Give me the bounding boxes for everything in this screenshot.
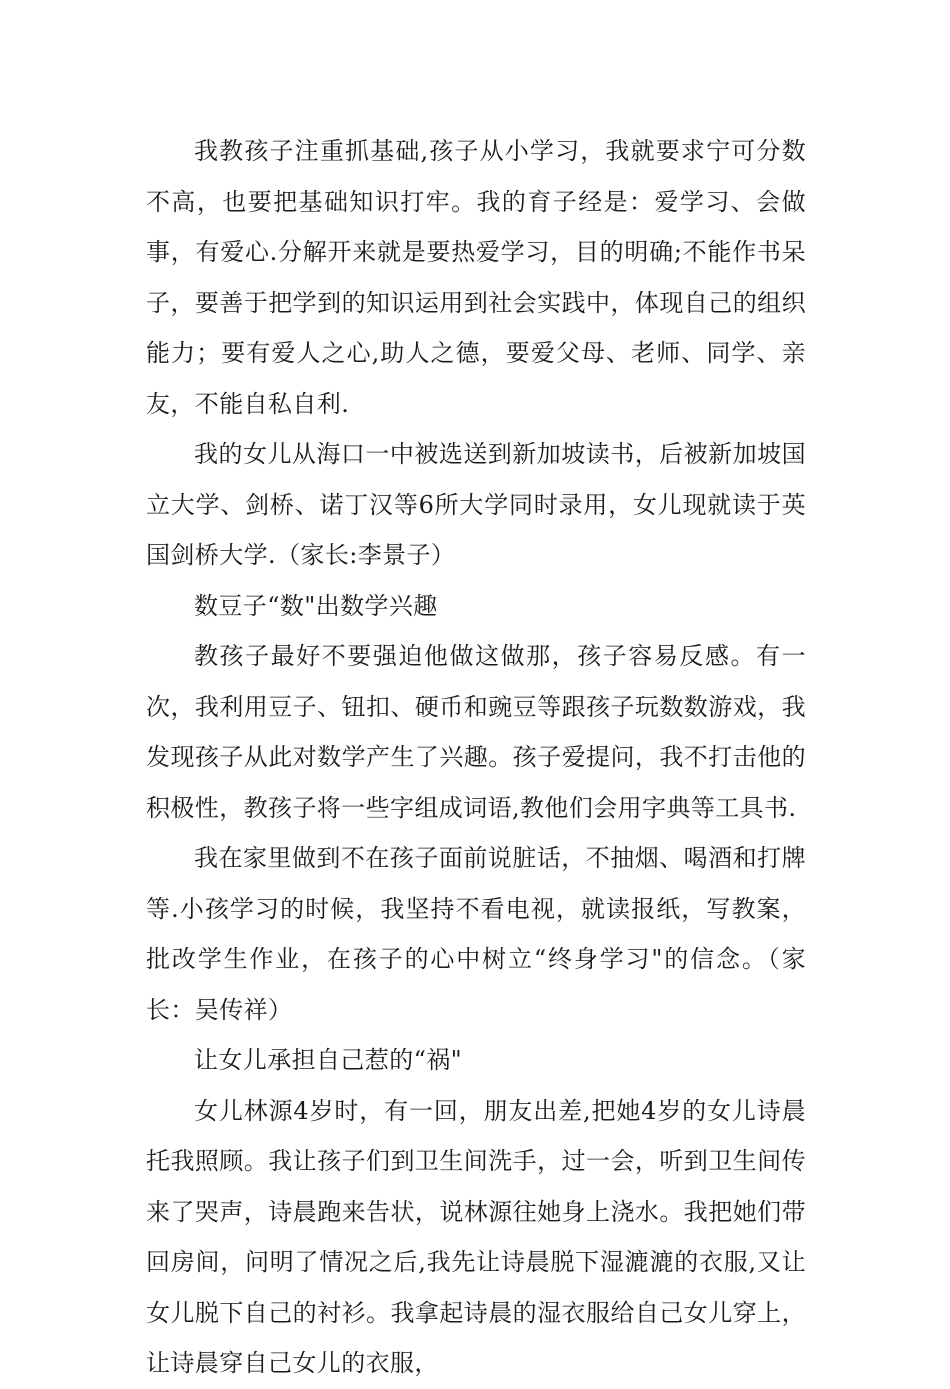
- paragraph-lifelong-learning: 我在家里做到不在孩子面前说脏话，不抽烟、喝酒和打牌等.小孩学习的时候，我坚持不看电视，就读报纸，写教案，批改学生作业，在孩子的心中树立“终身学习"的信念。（家长：吴传祥）: [146, 844, 806, 1024]
- paragraph-basics: 我教孩子注重抓基础,孩子从小学习，我就要求宁可分数不高，也要把基础知识打牢。我的育子经是：爱学习、会做事，有爱心.分解开来就是要热爱学习，目的明确;不能作书呆子，要善于把学到的知识运用到社会实践中，体现自己的组织能力；要有爱人之心,助人之德，要爱父母、老师、同学、亲友，不能自私自利.: [146, 137, 806, 418]
- section-heading-counting-beans: 数豆子“数"出数学兴趣: [194, 591, 438, 620]
- section-heading-daughter-responsibility: 让女儿承担自己惹的“祸": [194, 1046, 463, 1074]
- paragraph-daughter-cambridge: 我的女儿从海口一中被选送到新加坡读书，后被新加坡国立大学、剑桥、诺丁汉等6所大学同时录用，女儿现就读于英国剑桥大学.（家长:李景子）: [146, 440, 806, 569]
- document-body: [146, 126, 806, 1389]
- paragraph-counting-game: 教孩子最好不要强迫他做这做那，孩子容易反感。有一次，我利用豆子、钮扣、硬币和豌豆等跟孩子玩数数游戏，我发现孩子从此对数学产生了兴趣。孩子爱提问，我不打击他的积极性，教孩子将一些字组成词语,教他们会用字典等工具书.: [146, 642, 806, 822]
- paragraph-wet-clothes-story: 女儿林源4岁时，有一回，朋友出差,把她4岁的女儿诗晨托我照顾。我让孩子们到卫生间洗手，过一会，听到卫生间传来了哭声，诗晨跑来告状，说林源往她身上浇水。我把她们带回房间，问明了情况之后,我先让诗晨脱下湿漉漉的衣服,又让女儿脱下自己的衬衫。我拿起诗晨的湿衣服给自己女儿穿上，让诗晨穿自己女儿的衣服，: [146, 1096, 806, 1377]
